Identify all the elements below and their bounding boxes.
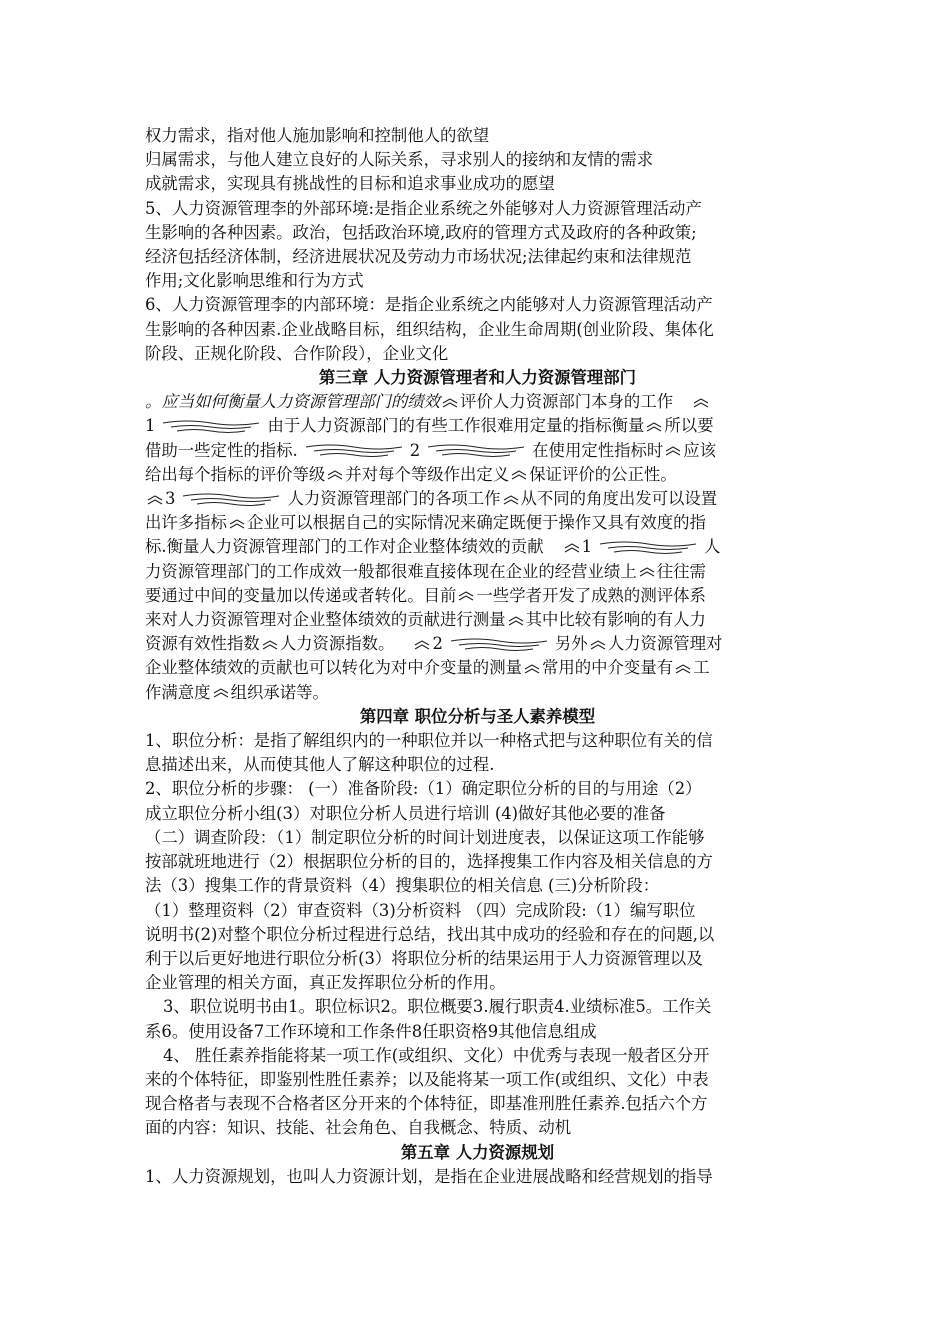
text-line: 企业管理的相关方面，真正发挥职位分析的作用。 <box>145 973 506 993</box>
document-body <box>145 124 810 1189</box>
italic-question: 。应当如何衡量人力资源管理部门的绩效 <box>145 392 441 412</box>
wave-icon <box>424 444 528 458</box>
text-line <box>145 608 810 632</box>
text-line: 生影响的各种因素。政治，包括政治环境,政府的管理方式及政府的各种政策; <box>145 222 697 242</box>
text-line <box>145 656 810 680</box>
wave-icon <box>447 638 551 652</box>
mark-icon <box>327 470 343 480</box>
text-run: 作满意度 <box>145 682 211 702</box>
wave-icon <box>159 420 263 434</box>
text-run: 人 <box>704 537 721 557</box>
text-line: 成立职位分析小组(3）对职位分析人员进行培训 (4)做好其他必要的准备 <box>145 803 666 823</box>
text-line: 4、 胜任素养指能将某一项工作(或组织、文化）中优秀与表现一般者区分开 <box>163 1045 710 1065</box>
text-run: 由于人力资源部门的有些工作很难用定量的指标衡量 <box>267 416 645 436</box>
text-line: 现合格者与表现不合格者区分开来的个体特征，即基准刑胜任素养.包括六个方 <box>145 1094 708 1114</box>
mark-icon <box>564 543 580 553</box>
text-line: 经济包括经济体制，经济进展状况及劳动力市场状况;法律起约束和法律规范 <box>145 247 692 267</box>
text-run: 保证评价的公正性。 <box>529 464 677 484</box>
text-run: 2 <box>409 440 421 460</box>
text-run: 一些学者开发了成熟的测评体系 <box>476 585 706 605</box>
mark-icon <box>229 519 245 529</box>
mark-icon <box>458 591 474 601</box>
text-run: 出许多指标 <box>145 513 227 533</box>
text-line: 6、人力资源管理李的内部环境：是指企业系统之内能够对人力资源管理活动产 <box>145 295 713 315</box>
text-line <box>145 463 810 487</box>
text-run: 力资源管理部门的工作成效一般都很难直接体现在企业的经营业绩上 <box>145 561 637 581</box>
text-run: 要通过中间的变量加以传递或者转化。目前 <box>145 585 457 605</box>
text-line <box>145 439 810 463</box>
mark-icon <box>590 640 606 650</box>
text-run: 企业整体绩效的贡献也可以转化为对中介变量的测量 <box>145 658 522 678</box>
text-run: 其中比较有影响的有人力 <box>525 610 706 630</box>
text-run: 3 <box>165 489 176 509</box>
text-line: 说明书(2)对整个职位分析过程进行总结，找出其中成功的经验和存在的问题,以 <box>145 924 715 944</box>
text-line: 按部就班地进行（2）根据职位分析的目的，选择搜集工作内容及相关信息的方 <box>145 852 713 872</box>
mark-icon <box>262 640 278 650</box>
mark-icon <box>147 495 163 505</box>
text-run: 组织承诺等。 <box>230 682 329 702</box>
text-line: 系6。使用设备7工作环境和工作条件8任职资格9其他信息组成 <box>145 1021 597 1041</box>
text-line: 生影响的各种因素.企业战略目标，组织结构，企业生命周期(创业阶段、集体化 <box>145 319 714 339</box>
text-run: 给出每个指标的评价等级 <box>145 464 326 484</box>
text-line: 息描述出来，从而使其他人了解这种职位的过程. <box>145 755 495 775</box>
text-line: 利于以后更好地进行职位分析(3）将职位分析的结果运用于人力资源管理以及 <box>145 948 703 968</box>
text-run: 在使用定性指标时 <box>532 440 664 460</box>
text-line <box>145 681 810 705</box>
text-line: 法（3）搜集工作的背景资料（4）搜集职位的相关信息 (三)分析阶段： <box>145 876 660 896</box>
text-line: 1、职位分析：是指了解组织内的一种职位并以一种格式把与这种职位有关的信 <box>145 731 713 751</box>
mark-icon <box>508 616 524 626</box>
text-line: 阶段、正规化阶段、合作阶段），企业文化 <box>145 343 449 363</box>
text-line: （1）整理资料（2）审查资料（3)分析资料 （四）完成阶段:（1）编写职位 <box>145 900 696 920</box>
text-line: 归属需求，与他人建立良好的人际关系，寻求别人的接纳和友情的需求 <box>145 150 654 170</box>
wave-icon <box>596 541 700 555</box>
mark-icon <box>503 495 519 505</box>
mark-icon <box>639 567 655 577</box>
text-run: 并对每个等级作出定义 <box>345 464 510 484</box>
text-line: 成就需求，实现具有挑战性的目标和追求事业成功的愿望 <box>145 174 555 194</box>
mark-icon <box>213 688 229 698</box>
text-line <box>145 511 810 535</box>
text-run: 评价人力资源部门本身的工作 <box>460 392 674 412</box>
text-run: 1 <box>145 416 156 436</box>
text-run: 工 <box>693 658 710 678</box>
text-run: 1 <box>581 537 593 557</box>
text-line <box>145 560 810 584</box>
mark-icon <box>693 398 709 408</box>
text-line: 1、人力资源规划，也叫人力资源计划，是指在企业进展战略和经营规划的指导 <box>145 1166 713 1186</box>
wave-icon <box>179 493 283 507</box>
chapter-heading: 第五章 人力资源规划 <box>400 1142 555 1162</box>
text-line: 3、职位说明书由1。职位标识2。职位概要3.履行职责4.业绩标准5。工作关 <box>163 997 712 1017</box>
text-line: 来的个体特征，即鉴别性胜任素养；以及能将某一项工作(或组织、文化）中表 <box>145 1069 709 1089</box>
text-line: 2、职位分析的步骤： (一）准备阶段:（1）确定职位分析的目的与用途（2） <box>145 779 702 799</box>
text-run: 往往需 <box>656 561 706 581</box>
text-line: 作用;文化影响思维和行为方式 <box>145 271 364 291</box>
mark-icon <box>511 470 527 480</box>
mark-icon <box>665 446 681 456</box>
mark-icon <box>646 422 662 432</box>
text-run: 企业可以根据自己的实际情况来确定既便于操作又具有效度的指 <box>246 513 706 533</box>
text-run: 人力资源指数。 <box>279 634 395 654</box>
chapter-heading: 第三章 人力资源管理者和人力资源管理部门 <box>318 368 637 388</box>
text-run: 资源有效性指数 <box>145 634 260 654</box>
mark-icon <box>524 664 540 674</box>
wave-icon <box>302 444 406 458</box>
text-run: 另外 <box>554 634 588 654</box>
text-run: 来对人力资源管理对企业整体绩效的贡献进行测量 <box>145 610 506 630</box>
chapter-heading: 第四章 职位分析与圣人素养模型 <box>359 706 596 726</box>
text-line <box>145 390 810 414</box>
text-run: 所以要 <box>664 416 714 436</box>
mark-icon <box>675 664 691 674</box>
mark-icon <box>414 640 430 650</box>
text-line <box>145 414 810 438</box>
mark-icon <box>442 398 458 408</box>
text-run: 人力资源管理对 <box>607 634 723 654</box>
text-line <box>145 487 810 511</box>
text-run: 从不同的角度出发可以设置 <box>520 489 718 509</box>
text-line: 面的内容：知识、技能、社会角色、自我概念、特质、动机 <box>145 1118 572 1138</box>
text-line <box>145 584 810 608</box>
text-line <box>145 632 810 656</box>
text-line: 5、人力资源管理李的外部环境:是指企业系统之外能够对人力资源管理活动产 <box>145 198 702 218</box>
text-run: 常用的中介变量有 <box>541 658 674 678</box>
text-line: 权力需求，指对他人施加影响和控制他人的欲望 <box>145 126 490 145</box>
text-run: 2 <box>432 634 443 654</box>
text-run: 人力资源管理部门的各项工作 <box>287 489 501 509</box>
text-run: 标.衡量人力资源管理部门的工作对企业整体绩效的贡献 <box>145 537 544 557</box>
text-run: 借助一些定性的指标. <box>145 440 298 460</box>
text-run: 应该 <box>683 440 717 460</box>
text-line: （二）调查阶段：（1）制定职位分析的时间计划进度表，以保证这项工作能够 <box>145 827 705 847</box>
text-line <box>145 535 810 559</box>
